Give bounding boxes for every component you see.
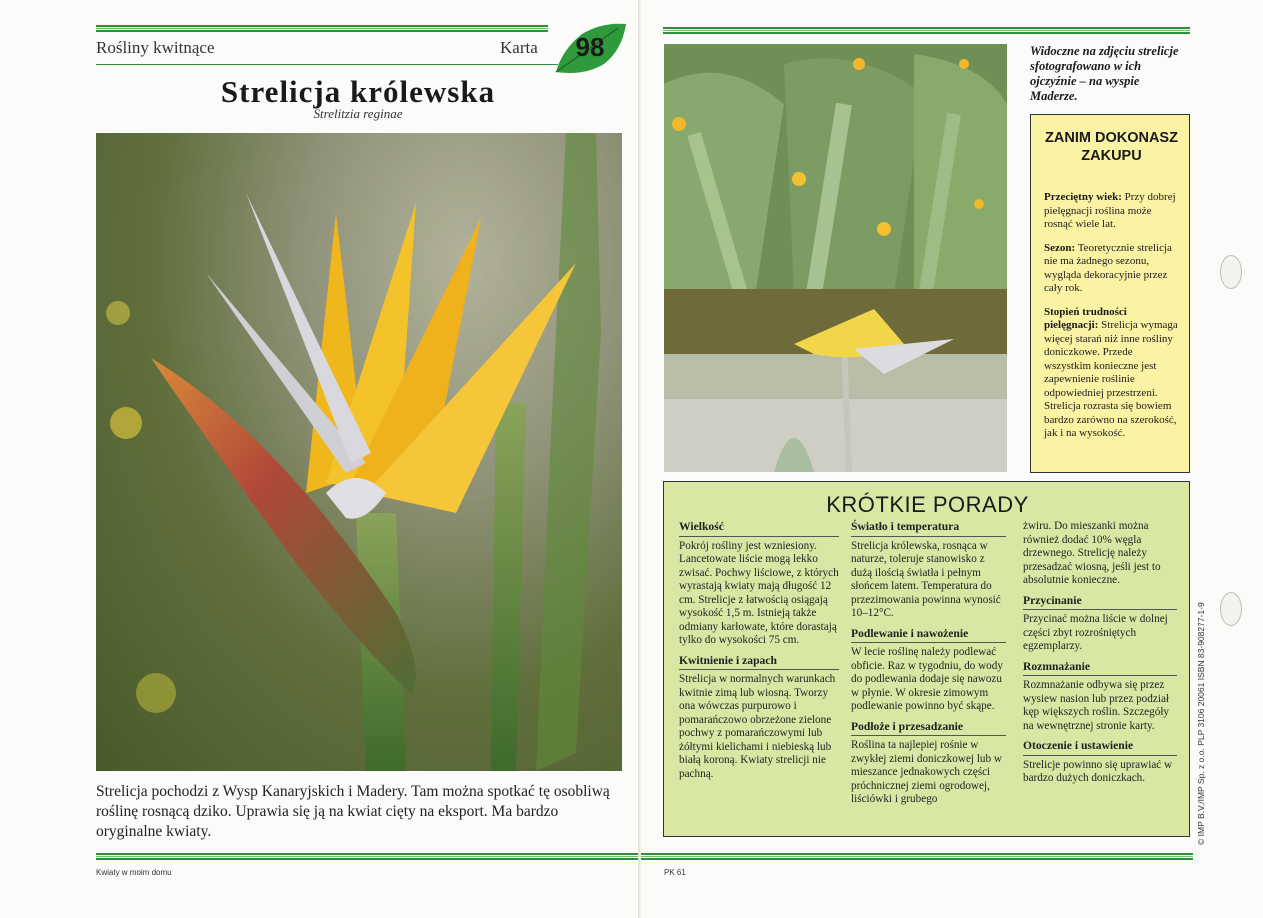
info-item xyxy=(1044,191,1179,232)
madeira-strelitzia-photo xyxy=(664,44,1007,472)
tip-heading: Przycinanie xyxy=(1023,594,1177,611)
info-text: Teoretycznie strelicja nie ma żadnego sezonu, wygląda dekoracyjnie przez cały rok. xyxy=(1044,241,1172,294)
info-text: Strelicja wymaga więcej starań niż inne rośliny doniczkowe. Przede wszystkim konieczne jest zapewnienie roślinie odpowiedniej przestrzeni. Strelicja rozrasta się bowiem bardzo zarówno na szerokość, jak i na wysokość. xyxy=(1044,319,1178,439)
top-green-rule-right xyxy=(663,27,1190,34)
tip-text: Rozmnażanie odbywa się przez wysiew nasion lub przez podział kęp większych roślin. Szczegóły na wewnętrznej stronie karty. xyxy=(1023,679,1170,732)
tips-column-2 xyxy=(851,520,1006,813)
tip-heading: Podłoże i przesadzanie xyxy=(851,720,1006,737)
short-tips-box xyxy=(663,481,1190,837)
card-number: 98 xyxy=(575,32,605,62)
binder-hole-icon xyxy=(1220,592,1242,626)
tips-column-1 xyxy=(679,520,839,787)
bottom-green-rule-right xyxy=(641,853,1193,860)
info-label: Sezon: xyxy=(1044,241,1076,254)
before-purchase-box xyxy=(1030,114,1190,473)
info-label: Stopień trudności pielęgnacji: xyxy=(1044,305,1127,331)
page-code: PK 61 xyxy=(664,868,686,877)
karta-label: Karta xyxy=(500,38,538,57)
tip-text: W lecie roślinę należy podlewać obficie. Raz w tygodniu, do wody do podlewania dodaje się nawozu w płynie. W okresie zimowym podlewanie powinno być skąpe. xyxy=(851,646,1003,712)
before-purchase-title: ZANIM DOKONASZ ZAKUPU xyxy=(1045,130,1178,164)
binder-hole-icon xyxy=(1220,255,1242,289)
intro-caption: Strelicja pochodzi z Wysp Kanaryjskich i Madery. Tam można spotkać tę osobliwą roślinę rosnącą dziko. Uprawia się ją na kwiat cięty na eksport. Ma bardzo oryginalne kwiaty. xyxy=(96,783,610,840)
tip-text: Pokrój rośliny jest wzniesiony. Lancetowate liście mogą lekko zwisać. Pochwy liściowe, z których wyrastają kwiaty mają długość 12 cm. Strelicje z łatwością osiągają wysokość 1,5 m. Istnieją także odmiany karłowate, które dorastają tylko do wysokości 75 cm. xyxy=(679,539,839,646)
page-title: Strelicja królewska xyxy=(220,74,496,109)
short-tips-title: KRÓTKIE PORADY xyxy=(826,492,1029,517)
tip-heading: Światło i temperatura xyxy=(851,520,1006,537)
tip-text: Strelicje powinno się uprawiać w bardzo dużych doniczkach. xyxy=(1023,758,1173,784)
top-green-rule-left xyxy=(96,25,548,32)
photo-caption: Widoczne na zdjęciu strelicje sfotografowano w ich ojczyźnie – na wyspie Maderze. xyxy=(1030,44,1179,103)
strelitzia-photo xyxy=(96,133,622,771)
tip-heading: Kwitnienie i zapach xyxy=(679,654,839,671)
tip-text: Strelicja w normalnych warunkach kwitnie zimą lub wiosną. Tworzy ona wówczas purpurowo i pomarańczowo obrzeżone zielone pochwy z pomarańczowymi lub żółtymi kielichami i niebieską lub białą koroną. Kwiaty strelicji nie pachną. xyxy=(679,673,836,780)
info-text: Przy dobrej pielęgnacji roślina może rosnąć wiele lat. xyxy=(1044,191,1176,230)
tip-heading: Podlewanie i nawożenie xyxy=(851,627,1006,644)
tip-heading: Rozmnażanie xyxy=(1023,660,1177,677)
copyright-isbn: © IMP B.V./IMP Sp. z o.o. PLP 3106 20061 ISBN 83-908277-1-9 xyxy=(1196,602,1206,845)
tip-text: Strelicja królewska, rosnąca w naturze, toleruje stanowisko z dużą ilością światła i pełnym słońcem latem. Temperatura do przezimowania powinna wynosić 10–12°C. xyxy=(851,539,1001,619)
tip-text-continued: żwiru. Do mieszanki można również dodać 10% węgla drzewnego. Strelicję należy przesadzać wiosną, jeśli jest to absolutnie konieczne. xyxy=(1023,520,1161,586)
header-rule xyxy=(96,64,558,65)
tips-column-3 xyxy=(1023,520,1177,792)
info-label: Przeciętny wiek: xyxy=(1044,191,1122,203)
tip-heading: Otoczenie i ustawienie xyxy=(1023,739,1177,756)
info-item xyxy=(1044,306,1179,441)
series-footer: Kwiaty w moim domu xyxy=(96,868,172,877)
bottom-green-rule-left xyxy=(96,853,638,860)
tip-text: Roślina ta najlepiej rośnie w zwykłej ziemi doniczkowej lub w mieszance jednakowych części próchnicznej ziemi ogrodowej, liściówki i grubego xyxy=(851,739,1002,805)
latin-name: Strelitzia reginae xyxy=(313,106,403,121)
tip-heading: Wielkość xyxy=(679,520,839,537)
tip-text: Przycinać można liście w dolnej części zbyt rozrośniętych egzemplarzy. xyxy=(1023,613,1168,652)
category-label: Rośliny kwitnące xyxy=(96,38,215,57)
info-item xyxy=(1044,242,1179,296)
